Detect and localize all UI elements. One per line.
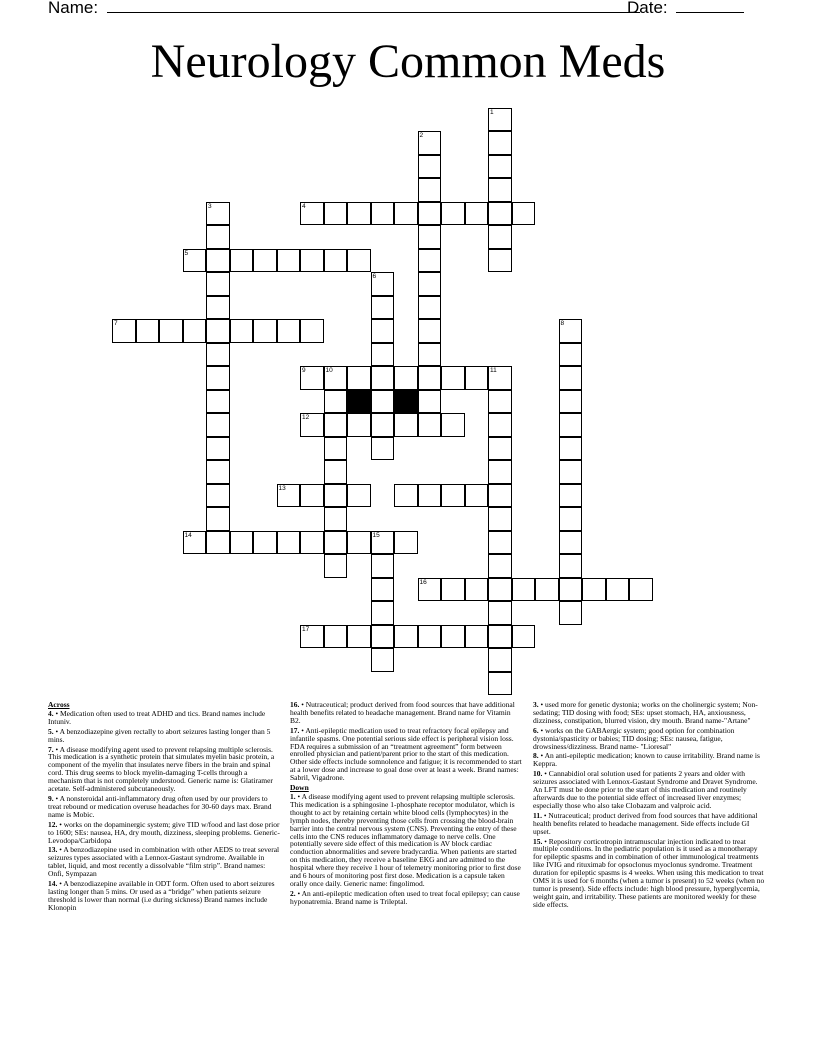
grid-cell[interactable]: [488, 155, 512, 179]
grid-cell[interactable]: [418, 272, 442, 296]
grid-cell[interactable]: [324, 249, 348, 273]
grid-cell[interactable]: [206, 225, 230, 249]
grid-cell[interactable]: [418, 366, 442, 390]
clue-item-text: • Nutraceutical; product derived from food sources that have additional health benefits related to headache management. Side effects include GI upset.: [533, 810, 758, 836]
grid-cell[interactable]: [112, 319, 136, 343]
grid-cell[interactable]: [324, 484, 348, 508]
clue-item: [533, 727, 765, 751]
grid-cell[interactable]: [253, 249, 277, 273]
clue-number: 13: [278, 484, 286, 492]
grid-cell[interactable]: [347, 413, 371, 437]
grid-cell[interactable]: [300, 366, 324, 390]
clue-number: 7: [114, 320, 118, 327]
grid-cell[interactable]: [441, 484, 465, 508]
grid-cell[interactable]: [488, 225, 512, 249]
grid-cell[interactable]: [418, 131, 442, 155]
grid-cell[interactable]: [559, 390, 583, 414]
grid-cell[interactable]: [629, 578, 653, 602]
clue-item-text: • A nonsteroidal anti-inflammatory drug often used by our providers to treat rebound or medication overuse headaches for 30-60 days max. Brand name is Mobic.: [48, 793, 272, 819]
grid-cell[interactable]: [512, 578, 536, 602]
clue-item-text: • Anti-epileptic medication used to treat refractory focal epilepsy and infantile spasms. One potential serious side effect is peripheral vision loss. FDA requires a submission of an “treatment agreement” form between enrolled physician and patient/parent prior to the start of this medication. Other side effects include somnolence and fatigue; it is recommended to start at a lower dose and increase to goal dose over at least a week. Brand names: Sabril, Vigadrone.: [290, 725, 522, 783]
clue-item-text: • An anti-epileptic medication often used to treat focal epilepsy; can cause hyponatremia. Brand name is Trileptal.: [290, 888, 520, 906]
clue-item-text: • A benzodiazepine used in combination with other AEDS to treat several seizures types associated with a Lennox-Gastaut syndrome. Available in tablet, liquid, and most recently a dissolvable “film strip”. Brand names: Onfi, Sympazan: [48, 845, 280, 879]
grid-cell[interactable]: [465, 625, 489, 649]
grid-cell[interactable]: [559, 460, 583, 484]
grid-cell[interactable]: [418, 625, 442, 649]
name-label: Name:: [48, 0, 99, 17]
clue-item: [290, 793, 522, 888]
grid-cell[interactable]: [277, 531, 301, 555]
grid-cell[interactable]: [394, 531, 418, 555]
clue-item: [48, 710, 280, 726]
grid-cell[interactable]: [488, 672, 512, 696]
grid-cell[interactable]: [559, 437, 583, 461]
clue-heading: Across: [48, 700, 70, 709]
clue-number: 15: [372, 531, 380, 539]
grid-cell[interactable]: [441, 366, 465, 390]
grid-cell[interactable]: [394, 484, 418, 508]
clue-number: 9: [302, 367, 306, 374]
grid-cell[interactable]: [253, 531, 277, 555]
grid-cell[interactable]: [371, 319, 395, 343]
grid-cell[interactable]: [206, 249, 230, 273]
grid-cell[interactable]: [512, 625, 536, 649]
grid-cell[interactable]: [206, 343, 230, 367]
clue-item-text: • used more for genetic dystonia; works on the cholinergic system; Non-sedating; TID dosing with food; SEs: upset stomach, HA, anxiousness, dizziness, constipation, blurred vision, dry mouth. Brand name-"Artane": [533, 700, 758, 725]
grid-cell[interactable]: [324, 413, 348, 437]
grid-cell[interactable]: [488, 578, 512, 602]
grid-cell[interactable]: [488, 507, 512, 531]
grid-cell[interactable]: [347, 249, 371, 273]
grid-cell[interactable]: [465, 484, 489, 508]
grid-cell[interactable]: [206, 319, 230, 343]
grid-cell[interactable]: [230, 319, 254, 343]
grid-cell[interactable]: [371, 202, 395, 226]
grid-cell[interactable]: [488, 131, 512, 155]
grid-cell[interactable]: [371, 296, 395, 320]
clue-item: [48, 746, 280, 793]
clue-item: [48, 821, 280, 845]
grid-cell[interactable]: [418, 249, 442, 273]
grid-cell[interactable]: [394, 366, 418, 390]
grid-cell[interactable]: [488, 460, 512, 484]
grid-cell[interactable]: [512, 202, 536, 226]
grid-cell[interactable]: [488, 178, 512, 202]
clue-number: 12: [302, 414, 310, 421]
grid-cell[interactable]: [206, 531, 230, 555]
clue-item-text: • A benzodiazepine available in ODT form. Often used to abort seizures lasting longer than 5 mins. Or used as a “bridge” when patients seizure threshold is lower than normal (i.e during sickness) Brand names include Klonopin: [48, 879, 275, 912]
clue-item-number: 9.: [48, 793, 54, 803]
clue-number: 14: [184, 531, 192, 539]
grid-block-cell: [347, 390, 371, 414]
clue-item: [290, 890, 522, 906]
grid-cell[interactable]: [347, 366, 371, 390]
grid-cell[interactable]: [347, 625, 371, 649]
clue-number: 6: [372, 273, 377, 280]
clue-item-number: 8.: [533, 751, 539, 761]
grid-cell[interactable]: [488, 484, 512, 508]
clue-item-number: 10.: [533, 769, 543, 779]
grid-cell[interactable]: [324, 507, 348, 531]
clue-heading: Down: [290, 783, 309, 793]
date-label: Date:: [627, 0, 668, 17]
clue-item: [533, 812, 765, 836]
grid-cell[interactable]: [206, 272, 230, 296]
clue-item-number: 16.: [290, 700, 300, 709]
grid-cell[interactable]: [488, 202, 512, 226]
grid-cell[interactable]: [347, 484, 371, 508]
grid-cell[interactable]: [488, 601, 512, 625]
grid-cell[interactable]: [324, 202, 348, 226]
grid-cell[interactable]: [394, 202, 418, 226]
page-title: Neurology Common Meds: [150, 35, 666, 88]
clue-number: 16: [419, 578, 427, 586]
grid-cell[interactable]: [300, 531, 324, 555]
grid-cell[interactable]: [488, 625, 512, 649]
clue-item-text: • A disease modifying agent used to prevent relapsing multiple sclerosis. This medication is a synthetic protein that simulates myelin basic protein, a component of the myelin that insulates nerve fibers in the brain and spinal cord. This drug seems to block myelin-damaging T-cells through a mechanism that is not completely understood. Generic name is: Glatiramer acetate. Self-administered subcutaneously.: [48, 744, 275, 794]
clue-item-text: • A disease modifying agent used to prevent relapsing multiple sclerosis. This medication is a sphingosine 1-phosphate receptor modulator, which is thought to act by retaining certain white blood cells (lymphocytes) in the lymph nodes, thereby preventing those cells from crossing the blood-brain barrier into the central nervous system (CNS). Preventing the entry of these cells into the CNS reduces inflammatory damage to nerve cells. One potentially severe side effect of this medication is AV block cardiac conduction abnormalities and severe bradycardia. When patients are started on this medication, they receive a baseline EKG and are admitted to the hospital where they receive 1 hour of telemetry monitoring prior to first dose and 6 hours of monitoring post first dose. Medication is a capsule taken orally once daily. Generic name: fingolimod.: [290, 791, 521, 888]
grid-cell[interactable]: [559, 366, 583, 390]
clue-item-number: 1.: [290, 791, 296, 801]
grid-cell[interactable]: [488, 413, 512, 437]
grid-cell[interactable]: [441, 202, 465, 226]
grid-cell[interactable]: [418, 178, 442, 202]
grid-cell[interactable]: [183, 531, 207, 555]
grid-cell[interactable]: [206, 460, 230, 484]
clue-number: 1: [490, 108, 494, 116]
clue-item-number: 5.: [48, 726, 54, 736]
grid-cell[interactable]: [418, 343, 442, 367]
grid-cell[interactable]: [324, 554, 348, 578]
clues-column-2: [290, 701, 522, 908]
clues-column-1: [48, 701, 280, 914]
grid-cell[interactable]: [159, 319, 183, 343]
clue-item-text: • works on the dopaminergic system; give TID w/food and last dose prior to 1600; SEs: nausea, HA, dry mouth, dizziness, sleeping problems. Generic- Levodopa/Carbidopa: [48, 819, 280, 845]
grid-cell[interactable]: [418, 319, 442, 343]
grid-cell[interactable]: [277, 249, 301, 273]
grid-cell[interactable]: [371, 413, 395, 437]
grid-cell[interactable]: [418, 296, 442, 320]
clue-item-text: • Medication often used to treat ADHD and tics. Brand names include Intuniv.: [48, 708, 266, 726]
grid-cell[interactable]: [559, 413, 583, 437]
clue-item: [48, 795, 280, 819]
grid-cell[interactable]: [324, 437, 348, 461]
grid-cell[interactable]: [300, 484, 324, 508]
grid-cell[interactable]: [394, 413, 418, 437]
grid-cell[interactable]: [371, 272, 395, 296]
clue-item: [290, 727, 522, 782]
grid-cell[interactable]: [206, 413, 230, 437]
clue-item: [290, 701, 522, 725]
clue-number: 5: [184, 249, 189, 257]
grid-cell[interactable]: [371, 437, 395, 461]
grid-cell[interactable]: [371, 343, 395, 367]
grid-cell[interactable]: [559, 531, 583, 555]
grid-cell[interactable]: [324, 531, 348, 555]
grid-cell[interactable]: [253, 319, 277, 343]
grid-cell[interactable]: [559, 578, 583, 602]
grid-cell[interactable]: [465, 578, 489, 602]
clue-item: [48, 846, 280, 878]
grid-cell[interactable]: [488, 366, 512, 390]
grid-cell[interactable]: [347, 202, 371, 226]
clue-item-text: • An anti-epileptic medication; known to cause irritability. Brand name is Keppra.: [533, 751, 760, 769]
clue-item-text: • works on the GABAergic system; good option for combination dystonia/spasticity or babies; TID dosing; SEs: nausea, fatigue, drowsiness/dizziness. Brand name- "Lioresal": [533, 725, 735, 751]
clue-item-number: 14.: [48, 879, 58, 889]
clue-item: [48, 880, 280, 912]
grid-cell[interactable]: [206, 366, 230, 390]
grid-cell[interactable]: [488, 437, 512, 461]
grid-cell[interactable]: [206, 202, 230, 226]
grid-cell[interactable]: [347, 531, 371, 555]
grid-cell[interactable]: [418, 155, 442, 179]
grid-cell[interactable]: [300, 319, 324, 343]
grid-cell[interactable]: [371, 601, 395, 625]
clue-item-number: 11.: [533, 810, 542, 820]
grid-cell[interactable]: [230, 531, 254, 555]
clue-number: 17: [302, 625, 310, 633]
grid-cell[interactable]: [559, 507, 583, 531]
grid-cell[interactable]: [488, 249, 512, 273]
grid-cell[interactable]: [559, 319, 583, 343]
clue-item-number: 13.: [48, 845, 58, 855]
grid-cell[interactable]: [371, 554, 395, 578]
grid-cell[interactable]: [441, 578, 465, 602]
grid-cell[interactable]: [559, 601, 583, 625]
grid-cell[interactable]: [488, 554, 512, 578]
clue-item: [533, 701, 765, 725]
clue-number: 3: [208, 202, 212, 210]
grid-cell[interactable]: [324, 460, 348, 484]
grid-cell[interactable]: [206, 484, 230, 508]
clue-item-text: • Cannabidiol oral solution used for patients 2 years and older with seizures associated with Lennox-Gastaut Syndrome and Dravet Syndrome. An LFT must be done prior to the start of this medication and routinely afterwards due to the potential side effect of increased liver enzymes; especially those who also take Clobazam and valproic acid.: [533, 769, 758, 810]
grid-cell[interactable]: [535, 578, 559, 602]
clue-number: 11: [490, 367, 497, 374]
grid-cell[interactable]: [488, 108, 512, 132]
grid-cell[interactable]: [418, 202, 442, 226]
grid-cell[interactable]: [371, 390, 395, 414]
grid-cell[interactable]: [230, 249, 254, 273]
grid-cell[interactable]: [488, 390, 512, 414]
clue-item-number: 15.: [533, 836, 543, 846]
grid-cell[interactable]: [324, 366, 348, 390]
grid-cell[interactable]: [441, 625, 465, 649]
grid-cell[interactable]: [300, 625, 324, 649]
clue-item-number: 17.: [290, 725, 300, 735]
clue-item-number: 4.: [48, 708, 54, 718]
grid-cell[interactable]: [488, 648, 512, 672]
grid-cell[interactable]: [418, 390, 442, 414]
clue-item: [48, 728, 280, 744]
clue-item-text: • Nutraceutical; product derived from food sources that have additional health benefits related to headache management. Brand name for Vitamin B2.: [290, 700, 515, 725]
grid-cell[interactable]: [324, 625, 348, 649]
clue-item-number: 7.: [48, 744, 54, 754]
grid-cell[interactable]: [441, 413, 465, 437]
grid-cell[interactable]: [559, 554, 583, 578]
grid-cell[interactable]: [371, 366, 395, 390]
grid-cell[interactable]: [183, 249, 207, 273]
grid-cell[interactable]: [300, 249, 324, 273]
clue-item: [533, 752, 765, 768]
clue-item-number: 2.: [290, 888, 296, 898]
grid-cell[interactable]: [465, 366, 489, 390]
clue-number: 8: [560, 320, 565, 327]
grid-cell[interactable]: [559, 343, 583, 367]
grid-cell[interactable]: [418, 225, 442, 249]
grid-cell[interactable]: [418, 484, 442, 508]
clue-number: 4: [302, 202, 306, 210]
grid-cell[interactable]: [206, 437, 230, 461]
grid-block-cell: [394, 390, 418, 414]
clue-number: 10: [325, 367, 333, 374]
grid-cell[interactable]: [418, 578, 442, 602]
grid-cell[interactable]: [300, 413, 324, 437]
grid-cell[interactable]: [277, 319, 301, 343]
clue-item-number: 12.: [48, 819, 58, 829]
grid-cell[interactable]: [582, 578, 606, 602]
grid-cell[interactable]: [394, 625, 418, 649]
grid-cell[interactable]: [183, 319, 207, 343]
clue-item: [533, 838, 765, 909]
grid-cell[interactable]: [559, 484, 583, 508]
grid-cell[interactable]: [465, 202, 489, 226]
grid-cell[interactable]: [206, 507, 230, 531]
clues-column-3: [533, 701, 765, 911]
clue-item-number: 3.: [533, 700, 539, 709]
grid-cell[interactable]: [206, 390, 230, 414]
grid-cell[interactable]: [371, 578, 395, 602]
grid-cell[interactable]: [418, 413, 442, 437]
grid-cell[interactable]: [488, 531, 512, 555]
grid-cell[interactable]: [606, 578, 630, 602]
clue-item: [533, 770, 765, 810]
clue-item-number: 6.: [533, 725, 539, 735]
clue-item-text: • A benzodiazepine given rectally to abort seizures lasting longer than 5 mins.: [48, 726, 271, 744]
grid-cell[interactable]: [300, 202, 324, 226]
grid-cell[interactable]: [206, 296, 230, 320]
grid-cell[interactable]: [277, 484, 301, 508]
grid-cell[interactable]: [324, 390, 348, 414]
grid-cell[interactable]: [371, 531, 395, 555]
clue-number: 2: [419, 132, 424, 139]
grid-cell[interactable]: [371, 625, 395, 649]
clue-item-text: • Repository corticotropin intramuscular injection indicated to treat multiple conditions. In the pediatric population is it used as a monotherapy for epileptic spasms and in combination of other immunological treatments like IVIG and rituximab for opsoclonus myoclonus syndrome. Treatment duration for epileptic spasms is 4 weeks. When using this medication to treat OMS it is used for 6 months (when a tumor is present) to 52 weeks (when no tumor is present). Side effects include: high blood pressure, hyperglycemia, weight gain, and irritability. These patients are monitored weekly for these side effects.: [533, 836, 765, 909]
grid-cell[interactable]: [136, 319, 160, 343]
grid-cell[interactable]: [371, 648, 395, 672]
